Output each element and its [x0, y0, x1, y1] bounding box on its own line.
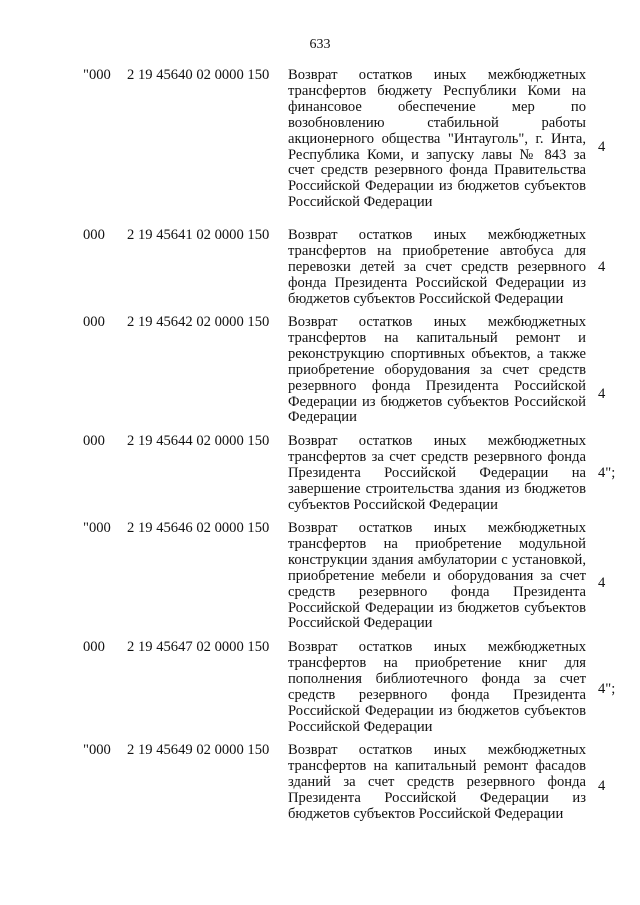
row-amount: 4"; — [598, 465, 616, 481]
budget-classification-code: 2 19 45642 02 0000 150 — [127, 314, 270, 330]
row-amount: 4 — [598, 139, 606, 155]
admin-code: 000 — [83, 639, 105, 655]
admin-code: 000 — [83, 314, 105, 330]
row-description: Возврат остатков иных межбюджетных трансфертов на приобретение книг для пополнения библиотечного фонда за счет средств резервного фонда Президента Российской Федерации из бюджетов субъектов Российской Федерации — [288, 639, 586, 735]
row-description: Возврат остатков иных межбюджетных трансфертов на приобретение модульной конструкции здания амбулатории с установкой, приобретение мебели и оборудования за счет средств резервного фонда Президента Российской Федерации из бюджетов субъектов Российской Федерации — [288, 520, 586, 632]
row-amount: 4 — [598, 386, 606, 402]
row-amount: 4"; — [598, 681, 616, 697]
page-number: 633 — [309, 37, 331, 52]
row-description: Возврат остатков иных межбюджетных трансфертов на приобретение автобуса для перевозки детей за счет средств резервного фонда Президента Российской Федерации из бюджетов субъектов Российской Федерации — [288, 227, 586, 307]
row-amount: 4 — [598, 575, 606, 591]
budget-classification-code: 2 19 45646 02 0000 150 — [127, 520, 270, 536]
budget-classification-code: 2 19 45640 02 0000 150 — [127, 67, 270, 83]
admin-code: "000 — [83, 67, 111, 83]
budget-classification-code: 2 19 45649 02 0000 150 — [127, 742, 270, 758]
row-amount: 4 — [598, 259, 606, 275]
budget-classification-code: 2 19 45641 02 0000 150 — [127, 227, 270, 243]
row-amount: 4 — [598, 778, 606, 794]
admin-code: "000 — [83, 520, 111, 536]
row-description: Возврат остатков иных межбюджетных трансфертов на капитальный ремонт и реконструкцию спортивных объектов, а также приобретение оборудования за счет средств резервного фонда Президента Российской Федерации из бюджетов субъектов Российской Федерации — [288, 314, 586, 426]
admin-code: "000 — [83, 742, 111, 758]
row-description: Возврат остатков иных межбюджетных трансфертов бюджету Республики Коми на финансовое обеспечение мер по возобновлению стабильной работы акционерного общества "Интауголь", г. Инта, Республика Коми, и запуску лавы № 843 за счет средств резервного фонда Правительства Российской Федерации из бюджетов субъектов Российской Федерации — [288, 67, 586, 211]
row-description: Возврат остатков иных межбюджетных трансфертов за счет средств резервного фонда Президента Российской Федерации на завершение строительства здания из бюджетов субъектов Российской Федерации — [288, 433, 586, 513]
row-description: Возврат остатков иных межбюджетных трансфертов на капитальный ремонт фасадов зданий за счет средств резервного фонда Президента Российской Федерации из бюджетов субъектов Российской Федерации — [288, 742, 586, 822]
admin-code: 000 — [83, 433, 105, 449]
budget-classification-code: 2 19 45647 02 0000 150 — [127, 639, 270, 655]
budget-classification-code: 2 19 45644 02 0000 150 — [127, 433, 270, 449]
admin-code: 000 — [83, 227, 105, 243]
